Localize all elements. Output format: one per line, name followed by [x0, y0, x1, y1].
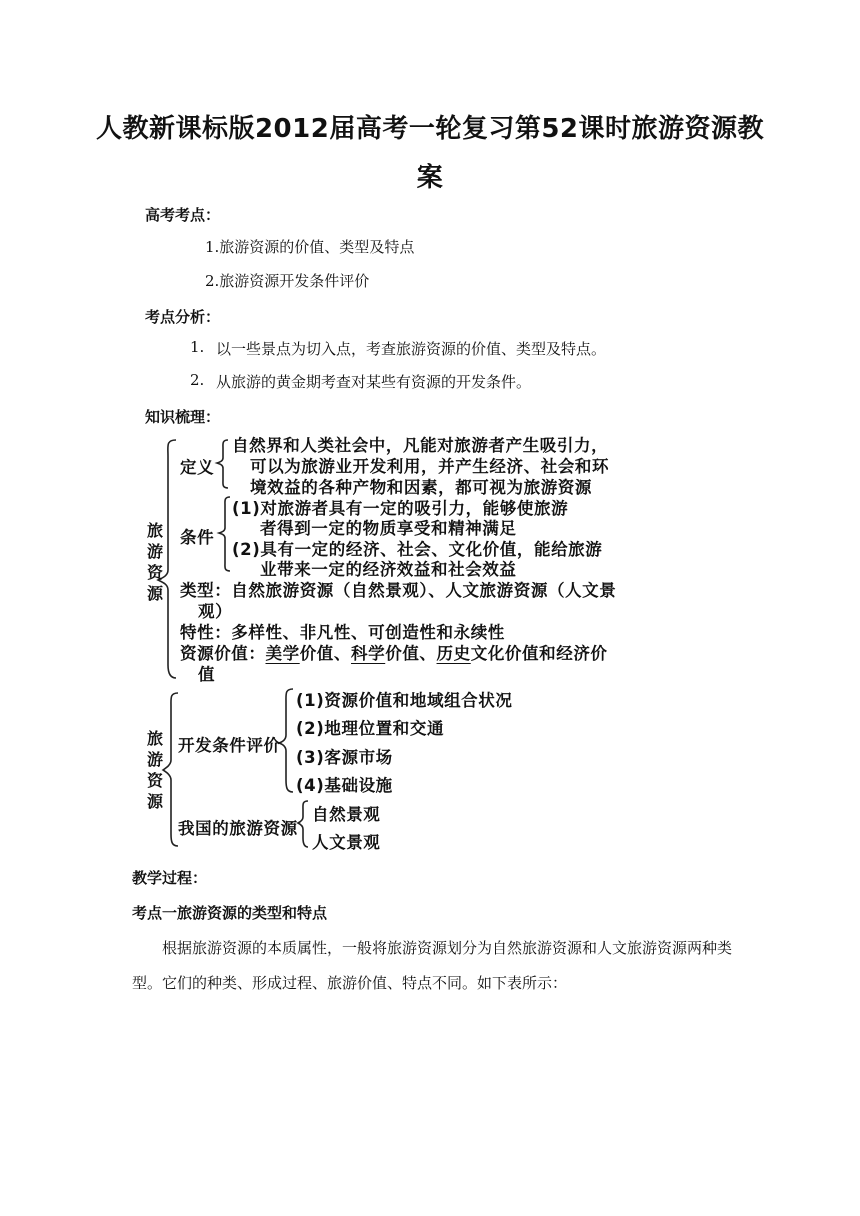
china-resources-item: 人文景观 [312, 833, 381, 852]
diagram-2-root-label: 旅游资源 [146, 729, 163, 811]
analysis-item-number: 1. [190, 338, 205, 356]
document-title-continued: 案 [416, 163, 444, 193]
value-prefix: 资源价值： [180, 644, 266, 663]
definition-text-line: 可以为旅游业开发利用，并产生经济、社会和环 [250, 457, 610, 476]
condition-text-line: 者得到一定的物质享受和精神满足 [260, 519, 517, 538]
value-rest: 文化价值和经济价 [470, 644, 608, 663]
features-line: 特性：多样性、非凡性、可创造性和永续性 [180, 623, 505, 642]
analysis-item-text: 从旅游的黄金期考查对某些有资源的开发条件。 [216, 373, 532, 391]
types-line-continued: 观） [198, 602, 233, 621]
development-item: (2)地理位置和交通 [296, 719, 445, 738]
value-separator: 价值、 [385, 644, 437, 663]
types-line: 类型：自然旅游资源（自然景观）、人文旅游资源（人文景 [180, 581, 617, 600]
condition-text-line: (2)具有一定的经济、社会、文化价值，能给旅游 [232, 540, 603, 559]
value-separator: 价值、 [299, 644, 352, 663]
development-brace [279, 689, 293, 792]
development-item: (3)客源市场 [296, 748, 393, 767]
condition-text-line: 业带来一定的经济效益和社会效益 [260, 560, 517, 579]
diagram-1-root-label: 旅游资源 [146, 521, 163, 603]
value-aesthetic: 美学 [265, 644, 300, 663]
paragraph-line: 根据旅游资源的本质属性，一般将旅游资源划分为自然旅游资源和人文旅游资源两种类 [162, 939, 733, 957]
root-brace-2 [163, 693, 178, 846]
china-resources-brace [298, 801, 308, 847]
china-resources-item: 自然景观 [312, 805, 381, 824]
teaching-heading: 教学过程： [132, 869, 208, 887]
analysis-heading: 考点分析： [145, 308, 221, 326]
resource-value-line-continued: 值 [198, 665, 216, 684]
value-history: 历史 [436, 644, 471, 663]
china-resources-label: 我国的旅游资源 [178, 819, 298, 838]
paragraph-line: 型。它们的种类、形成过程、旅游价值、特点不同。如下表所示： [132, 974, 568, 992]
condition-text-line: (1)对旅游者具有一定的吸引力，能够使旅游 [232, 499, 569, 518]
development-label: 开发条件评价 [178, 736, 281, 755]
conditions-label: 条件 [180, 528, 215, 547]
exam-point-item: 1.旅游资源的价值、类型及特点 [205, 238, 415, 256]
definition-text-line: 自然界和人类社会中，凡能对旅游者产生吸引力， [232, 436, 609, 455]
analysis-item-text: 以一些景点为切入点，考查旅游资源的价值、类型及特点。 [216, 340, 607, 358]
analysis-item-number: 2. [190, 371, 205, 389]
exam-points-heading: 高考考点： [145, 206, 221, 224]
definition-label: 定义 [180, 458, 215, 477]
document-title: 人教新课标版2012届高考一轮复习第52课时旅游资源教 [95, 114, 765, 144]
knowledge-heading: 知识梳理： [145, 408, 221, 426]
development-item: (4)基础设施 [296, 776, 393, 795]
section-title: 考点一旅游资源的类型和特点 [132, 904, 328, 922]
definition-text-line: 境效益的各种产物和因素，都可视为旅游资源 [250, 478, 592, 497]
development-item: (1)资源价值和地域组合状况 [296, 691, 513, 710]
value-science: 科学 [351, 644, 386, 663]
exam-point-item: 2.旅游资源开发条件评价 [205, 272, 370, 290]
